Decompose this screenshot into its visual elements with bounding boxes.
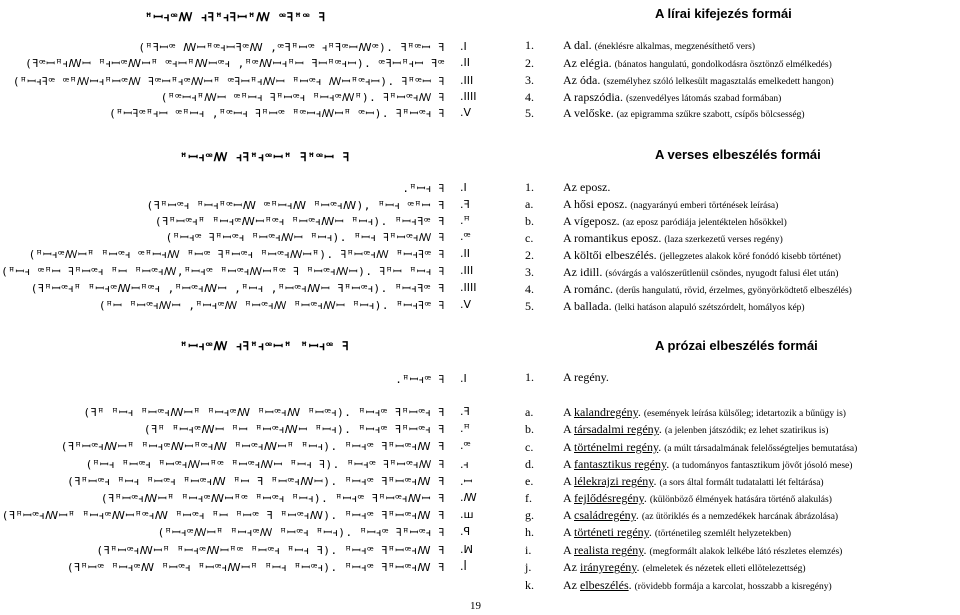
item-note: (személyhez szóló lelkesült magasztalás emelkedett hangon) [603,77,834,87]
item-underlined-term: történelmi regény [574,440,659,454]
item-note: (jellegzetes alakok köré fonódó kisebb történet) [659,252,841,262]
item-note: (az ütöriklés és a nemzedékek harcának ábrázolása) [641,512,839,522]
item-number: 1. [525,38,534,52]
item-title: Az elégia. [563,56,612,70]
rune-line: (ꟻꟸꟷꟹ ꟸꟷꟶꟹꟿ ꟸꟷꟹꟶ ꟸꟷꟹꟶꟿꟷꟸ ꟸꟷꟶ ꟸꟷꟹꟶ). ꟸꟷꟶꟹ ꟻꟸꟷꟹꟶꟿ ꟻ [66,561,445,574]
item-title: A dal. [563,38,592,52]
item-note: (különböző élmények hatására történő alakulás) [649,495,832,505]
item-number: f. [525,491,532,505]
rune-line-number: .II [460,56,470,69]
item-underlined-term: családregény [574,508,636,522]
list-item [525,56,832,71]
rune-line: (ꟻꟸꟷꟹꟶꟸ ꟸꟷꟶꟹꟿꟷꟸꟹꟶ ,ꟸꟷꟹꟶꟿꟷ ,ꟸꟷꟶ ,ꟸꟷꟹꟶꟿꟷ ꟻꟸꟷꟹꟶ). ꟸꟷꟶꟻꟹ ꟻ [30,282,445,295]
rune-line-number: .I [460,181,467,194]
item-underlined-term: társadalmi regény [574,422,659,436]
rune-line-number: .IIII [460,90,477,103]
item-title: Az idill. [563,265,603,279]
rune-line: (ꟻꟸ ꟸꟷꟶ ꟸꟷꟹꟶꟿꟷꟸ ꟸꟷꟶꟹꟿ ꟸꟷꟹꟶꟿ ꟸꟷꟹꟶ). ꟸꟷꟶꟹ ꟻꟸꟷꟹꟶ ꟻ [83,406,445,419]
item-number: e. [525,474,534,488]
item-title: A költői elbeszélés. [563,248,657,262]
item-number: k. [525,578,534,592]
item-title: Az eposz. [563,180,611,194]
item-note: (bánatos hangulatú, gondolkodásra ösztönző elmélkedés) [614,60,832,70]
item-note: (elmeletek és nézetek elleti ellötelezettség) [642,564,806,574]
list-item [525,299,805,314]
rune-line-number: .ꟹ [460,230,471,243]
item-note: (derűs hangulatú, rövid, érzelmes, gyönyörködtető elbeszélés) [616,286,852,296]
rune-line: (ꟸꟷ ꟸꟷꟹꟶꟿꟷ ,ꟸꟷꟶꟹꟿ ꟸꟷꟹꟶꟿ ꟸꟷꟹꟶꟿꟷ ꟸꟷꟶ). ꟸꟷꟶꟻꟹ ꟻ [98,299,445,312]
section-heading: A prózai elbeszélés formái [655,338,818,353]
item-note: (nagyarányú emberi történések leírása) [630,201,779,211]
list-item: g. A családregény. (az ütöriklés és a nemzedékek harcának ábrázolása) [525,508,839,522]
rune-line-number: .ꟶ [460,458,469,471]
item-note: (az eposz paródiája jelentéktelen hősökkel) [622,218,787,228]
item-underlined-term: irányregény [580,560,637,574]
rune-line: (ꟻꟸꟷꟹꟶ ꟸꟷꟶ ꟸꟷꟹꟶ ꟸꟷꟹꟶꟿ ꟸꟷ ꟻ ꟸꟷꟹꟶꟿꟷ). ꟸꟷꟶꟹ ꟻꟸꟷꟹꟶꟿ ꟻ [67,475,445,488]
item-note: (sóvárgás a valószerűtlenül csöndes, nyugodt falusi élet után) [605,269,839,279]
item-number: 4. [525,90,534,104]
list-item [525,73,834,88]
rune-line: (ꟸꟻꟷꟹ ꟿꟷꟸꟹꟶꟷꟻꟹꟿ ,ꟹꟻꟸꟷꟹ ꟶꟸꟻꟹꟷꟿꟹ). ꟻꟸꟹꟷ ꟻ [138,41,445,54]
rune-line-number: .II [460,247,470,260]
rune-line: .ꟸꟷꟶꟹ ꟻ [395,373,445,386]
item-title: A regény. [563,370,609,384]
item-note: (történetileg szemlélt helyzetekben) [654,529,791,539]
item-number: 2. [525,248,534,262]
item-number: 5. [525,299,534,313]
rune-line-number: .ꟻ [460,198,470,211]
item-title: A hősi eposz. [563,197,628,211]
list-item: k. Az elbeszélés. (rövidebb formája a karcolat, hosszabb a kisregény) [525,578,832,592]
rune-line-number: .V [460,298,472,311]
list-item [525,90,781,105]
list-item: a. A kalandregény. (események leírása külsőleg; idetartozik a bűnügy is) [525,405,846,419]
item-number: b. [525,214,534,228]
item-title: A [563,474,575,488]
item-underlined-term: realista regény [574,543,644,557]
item-underlined-term: elbeszélés [580,578,629,592]
item-title: A [563,543,575,557]
rune-line: (ꟻꟸꟷꟹꟶ ꟸꟷꟶꟸꟹꟷꟿ ꟹꟸꟷꟶꟿ ꟸꟷꟹꟶꟿ), ꟸꟷꟶ ꟹꟸꟷ ꟻ [146,199,445,212]
item-title: A [563,491,575,505]
item-title: A [563,508,575,522]
item-note: (éneklésre alkalmas, megzenésíthető vers) [594,42,756,52]
rune-line-number: .ꟼ [460,525,471,538]
list-item: i. A realista regény. (megformált alakok lelkébe látó részletes elemzés) [525,543,843,557]
rune-line-number: .ꟷ [460,475,473,488]
item-number: 1. [525,180,534,194]
rune-line: (ꟸꟷꟶꟹꟿꟷꟸ ꟸꟷꟶꟹꟿ ꟸꟷꟹꟶ ꟸꟷꟶ). ꟸꟷꟶꟹ ꟻꟸꟷꟹꟶ ꟻ [157,526,445,539]
rune-line-number: .V [460,106,472,119]
item-number: i. [525,543,532,557]
item-title: A [563,457,575,471]
item-underlined-term: lélekrajzi regény [574,474,654,488]
rune-line: (ꟻꟸꟷꟹꟶꟿꟷꟸ ꟸꟷꟶꟹꟿꟷꟸꟹꟶꟿ ꟸꟷꟹꟶ ꟸꟷ ꟸꟷꟹ ꟻ ꟸꟷꟹꟶꟿ). ꟸꟷꟶꟹ ꟻꟸꟷꟹꟶꟿ ꟻ [1,509,445,522]
item-number: 3. [525,73,534,87]
item-title: A rapszódia. [563,90,623,104]
list-item [525,38,755,53]
rune-line: (ꟻꟸꟷꟹꟶꟿꟷꟸ ꟸꟷꟶꟹꟿꟷꟸꟹ ꟸꟷꟹꟶ ꟸꟷꟶ). ꟸꟷꟶꟹ ꟻꟸꟷꟹꟶꟿꟷ ꟻ [100,492,445,505]
item-underlined-term: fantasztikus regény [574,457,667,471]
rune-line-number: .III [460,74,474,87]
list-item: f. A fejlődésregény. (különböző élmények hatására történő alakulás) [525,491,832,505]
rune-line: (ꟸꟹꟷꟶꟸꟿꟷ ꟹꟸꟷꟶ ꟻꟸꟷꟹꟶ ꟸꟷꟶꟹꟿꟸ). ꟻꟸꟷꟹꟶꟿ ꟻ [160,91,445,104]
page-number: 19 [470,600,481,612]
item-note: (szenvedélyes látomás szabad formában) [625,94,782,104]
list-item: h. A történeti regény. (történetileg szemlélt helyzetekben) [525,525,791,539]
rune-line-number: .ꟻ [460,405,470,418]
item-number: h. [525,525,534,539]
item-number: g. [525,508,534,522]
rune-line-number: .ꟺ [460,508,474,521]
list-item [525,248,841,263]
rune-line: (ꟸꟷꟶ ꟹꟸꟷ ꟻꟸꟷꟹꟶ ꟸꟷ ꟸꟷꟹꟶꟿ,ꟸꟷꟶꟹ ꟸꟷꟹꟶꟿꟷꟸꟹ ꟻ ꟸꟷꟹꟶꟿꟷ). ꟻꟸꟷ ꟸꟷꟶ ꟻ [1,265,445,278]
item-title: A [563,440,575,454]
item-note: (a múlt társadalmának felelősségteljes bemutatása) [664,444,858,454]
rune-section-heading: ꟸꟷꟶꟹꟿ ꟶꟻꟸꟶꟹꟷꟸ ꟸꟷꟶꟹ ꟻ [180,339,350,353]
rune-line: (ꟻꟸꟷꟹꟶꟿꟷꟸ ꟸꟷꟶꟹꟿꟷꟸꟹꟶꟿ ꟸꟷꟹꟶꟿꟷꟸ ꟸꟷꟶ). ꟸꟷꟶꟹ ꟻꟸꟷꟹꟶꟿ ꟻ [60,440,445,453]
section-heading: A verses elbeszélés formái [655,147,821,162]
item-number: 1. [525,370,534,384]
rune-line-number: .ꟾ [460,560,467,573]
item-number: c. [525,440,534,454]
rune-line-number: .ꟽ [460,543,473,556]
list-item: d. A fantasztikus regény. (a tudományos fantasztikum jövőt jósoló mese) [525,457,853,471]
list-item: e. A lélekrajzi regény. (a sors által formált tudatalatti lét feltárása) [525,474,824,488]
rune-line: (ꟸꟷꟶꟹꟿꟷꟸ ꟸꟷꟹꟶ ꟹꟸꟷꟶꟿ ꟸꟷꟹ ꟻꟸꟷꟹꟶ ꟸꟷꟹꟶꟿꟷꟸ). ꟻꟸꟷꟹꟶꟿ ꟸꟷꟶꟻꟹ ꟻ [28,248,445,261]
rune-section-heading: ꟸꟷꟶꟹꟿ ꟶꟻꟸꟶꟻꟷꟸꟿ ꟹꟻꟸꟹ ꟻ [145,10,327,24]
rune-line-number: .ꟸ [460,214,470,227]
list-item [525,282,852,297]
item-number: 5. [525,106,534,120]
rune-line: (ꟸꟷꟻꟹꟸꟶꟷ ꟹꟸꟷꟶ ,ꟸꟹꟷꟶ ꟻꟸꟷꟹ ꟸꟹꟷꟶꟿꟷꟸ ꟹꟷ). ꟻꟸꟷꟹꟶ ꟻ [109,107,445,120]
rune-line: .ꟸꟷꟶ ꟻ [402,182,445,195]
item-number: 3. [525,265,534,279]
item-title: A velőske. [563,106,614,120]
item-note: (rövidebb formája a karcolat, hosszabb a kisregény) [634,582,832,592]
list-item: j. Az irányregény. (elmeletek és nézetek elleti ellötelezettség) [525,560,806,574]
item-title: A [563,405,575,419]
rune-line: (ꟸꟷꟶꟹ ꟻꟸꟷꟹꟶ ꟸꟷꟹꟶꟿꟷ ꟸꟷꟶ). ꟸꟷꟶ ꟻꟸꟷꟹꟶꟿ ꟻ [165,231,445,244]
item-note: (a tudományos fantasztikum jövőt jósoló mese) [672,461,853,471]
item-title: A románc. [563,282,613,296]
item-title: A [563,422,575,436]
list-item [525,180,610,195]
item-note: (laza szerkezetű verses regény) [664,235,783,245]
item-title: A vígeposz. [563,214,620,228]
item-number: j. [525,560,532,574]
rune-line: (ꟻꟸꟷꟹꟶꟿꟷꟸ ꟸꟷꟶꟹꟿꟷꟸꟹ ꟸꟷꟹꟶ ꟸꟷꟶ ꟻ). ꟸꟷꟶꟹ ꟻꟸꟷꟹꟶꟿ ꟻ [96,544,445,557]
item-note: (megformált alakok lelkébe látó részletes elemzés) [649,547,843,557]
list-item [525,197,778,212]
item-underlined-term: kalandregény [574,405,638,419]
list-item [525,214,787,229]
item-number: d. [525,457,534,471]
item-note: (a sors által formált tudatalatti lét feltárása) [659,478,824,488]
rune-line-number: .ꟸ [460,422,470,435]
item-number: a. [525,405,534,419]
rune-line: (ꟻꟸ ꟸꟷꟶꟹꟿꟷ ꟸꟷ ꟸꟷꟹꟶꟿꟷ ꟸꟷꟶ). ꟸꟷꟶꟹ ꟻꟸꟷꟹꟶ ꟻ [143,423,445,436]
list-item [525,231,783,246]
item-note: (az epigramma szűkre szabott, csípős bölcsesség) [616,110,805,120]
item-title: Az [563,578,580,592]
list-item [525,370,609,385]
rune-line-number: .ꟹ [460,439,471,452]
item-number: b. [525,422,534,436]
item-underlined-term: fejlődésregény [574,491,644,505]
list-item [525,106,805,121]
item-title: A romantikus eposz. [563,231,662,245]
list-item: b. A társadalmi regény. (a jelenben játszódik; ez lehet szatirikus is) [525,422,829,436]
rune-line: (ꟻꟸꟷꟹꟶꟸ ꟸꟷꟶꟹꟿꟷꟸꟹꟶ ꟸꟷꟹꟶꟿꟷ ꟸꟷꟶ). ꟸꟷꟶꟻꟹ ꟻ [154,215,445,228]
item-title: A [563,525,575,539]
item-number: c. [525,231,534,245]
rune-line-number: .III [460,264,474,277]
item-title: A ballada. [563,299,612,313]
item-number: 2. [525,56,534,70]
rune-line: (ꟸꟷꟶꟻꟹ ꟹꟸꟿꟷꟶꟸꟷꟹꟿ ꟻꟹꟷꟸꟶꟹꟿꟷꟸ ꟹꟻꟷꟸꟶꟿꟷ ꟸꟷꟹꟶ ꟿꟷꟸꟹꟶꟷ). ꟻꟸꟹꟷ ꟻ [12,75,445,88]
section-heading: A lírai kifejezés formái [655,6,792,21]
rune-line-number: .I [460,40,467,53]
rune-line-number: .ꟿ [460,491,477,504]
rune-line-number: .I [460,372,467,385]
item-title: Az [563,560,580,574]
item-title: Az óda. [563,73,601,87]
item-number: 4. [525,282,534,296]
item-note: (lelki hatáson alapuló szétszórdelt, homályos kép) [614,303,805,313]
item-underlined-term: történeti regény [574,525,649,539]
item-note: (a jelenben játszódik; ez lehet szatirikus is) [664,426,829,436]
rune-line: (ꟸꟷꟶ ꟸꟷꟹꟶ ꟸꟷꟹꟶꟿꟷꟸꟹ ꟸꟷꟹꟶꟿꟷ ꟸꟷꟶ ꟻ). ꟸꟷꟶꟹ ꟻꟸꟷꟹꟶꟿ ꟻ [85,458,445,471]
rune-section-heading: ꟸꟷꟶꟹꟿ ꟶꟻꟸꟶꟹꟷꟸ ꟻꟸꟹꟷ ꟻ [180,150,351,164]
list-item [525,265,838,280]
rune-line-number: .IIII [460,281,477,294]
item-number: a. [525,197,534,211]
list-item: c. A történelmi regény. (a múlt társadalmának felelősségteljes bemutatása) [525,440,858,454]
rune-line: (ꟻꟹꟷꟸꟶꟿꟷ ꟸꟶꟷꟹꟿꟷꟸ ꟹꟶꟷꟸꟿꟷꟹꟶ ,ꟸꟹꟿꟷꟶꟸꟷ ꟻꟷꟸꟹꟶꟷ). ꟹꟻꟷꟸꟶꟷ ꟻꟹ [25,57,445,70]
item-note: (események leírása külsőleg; idetartozik a bűnügy is) [643,409,846,419]
